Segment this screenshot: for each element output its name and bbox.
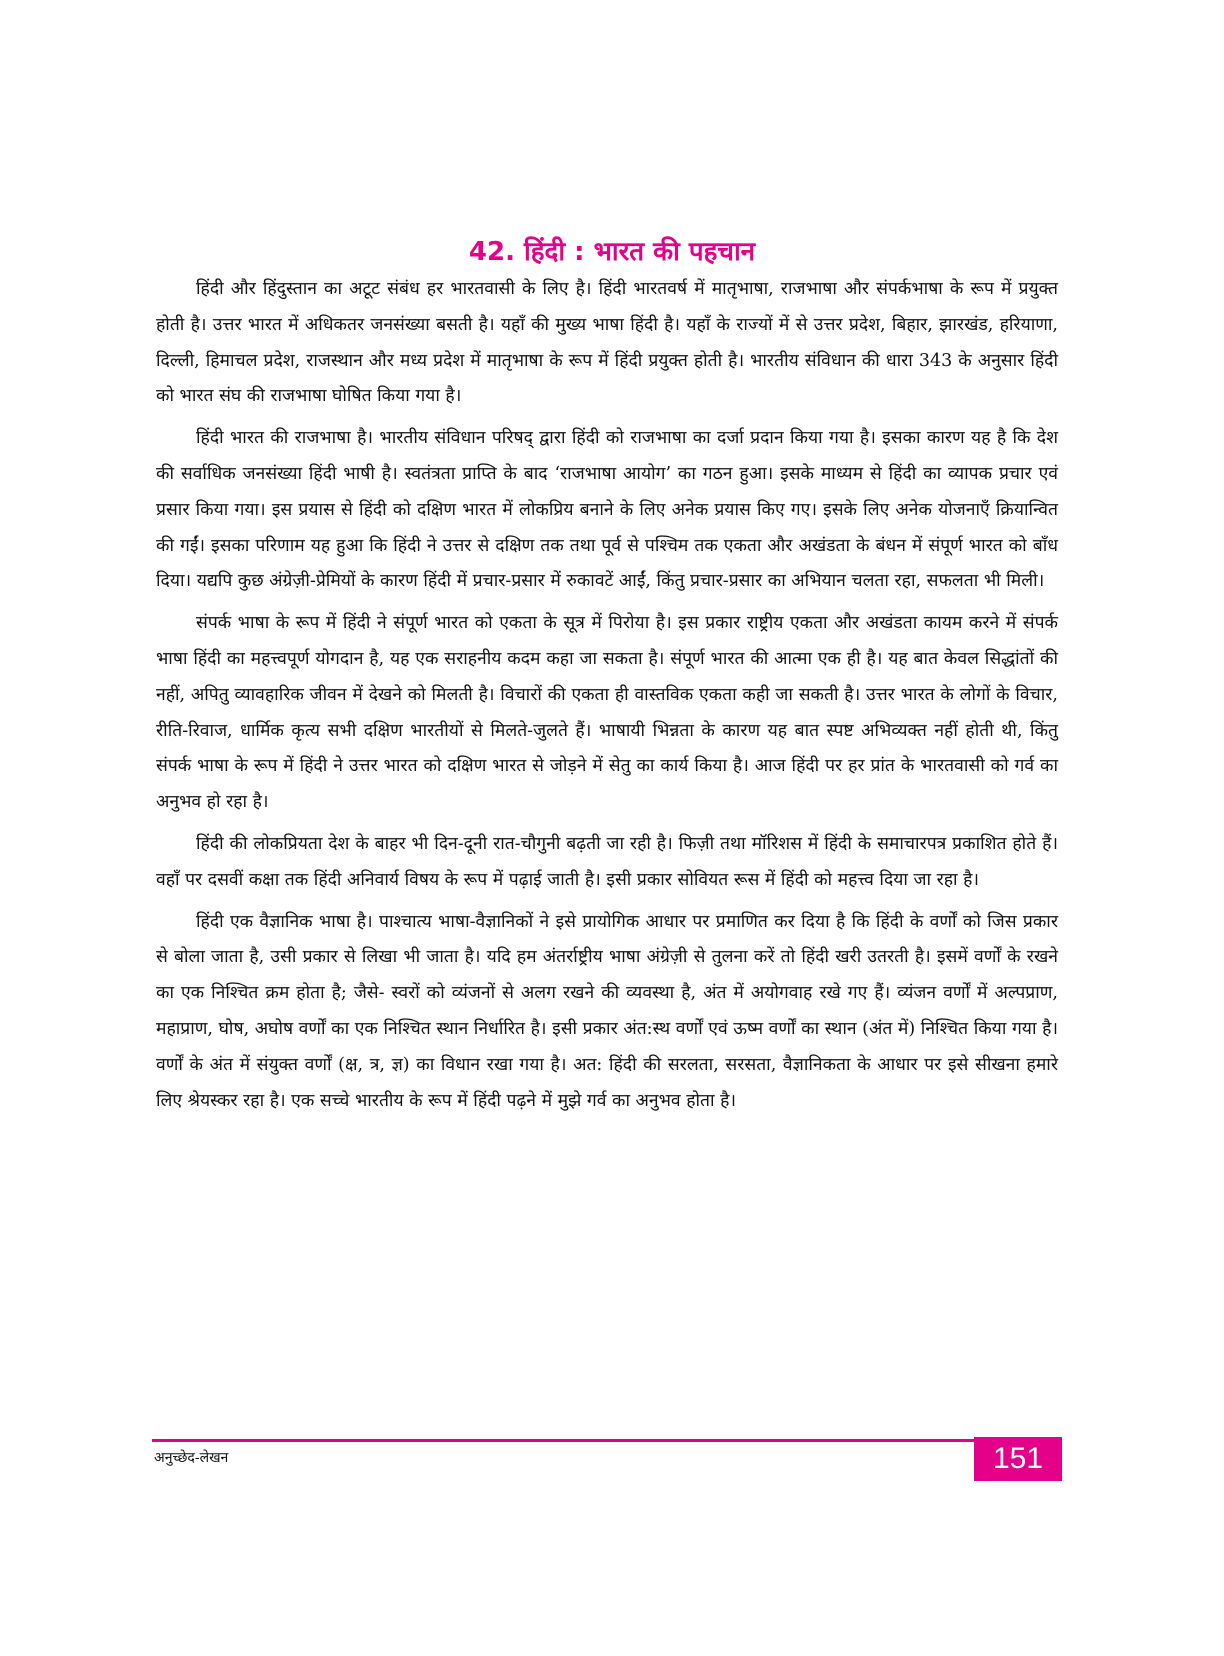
paragraph-2: हिंदी भारत की राजभाषा है। भारतीय संविधान परिषद् द्वारा हिंदी को राजभाषा का दर्जा प्रदान किया गया है। इसका कारण यह है कि देश की सर्वाधिक जनसंख्या हिंदी भाषी है। स्वतंत्रता प्राप्ति के बाद ‘राजभाषा आयोग’ का गठन हुआ। इसके माध्यम से हिंदी का व्यापक प्रचार एवं प्रसार किया गया। इस प्रयास से हिंदी को दक्षिण भारत में लोकप्रिय बनाने के लिए अनेक प्रयास किए गए। इसके लिए अनेक योजनाएँ क्रियान्वित की गईं। इसका परिणाम यह हुआ कि हिंदी ने उत्तर से दक्षिण तक तथा पूर्व से पश्चिम तक एकता और अखंडता के बंधन में संपूर्ण भारत को बाँध दिया। यद्यपि कुछ अंग्रेज़ी-प्रेमियों के कारण हिंदी में प्रचार-प्रसार में रुकावटें आईं, किंतु प्रचार-प्रसार का अभियान चलता रहा, सफलता भी मिली। — [156, 428, 1058, 592]
article-body — [156, 272, 1058, 1125]
footer-section-label: अनुच्छेद-लेखन — [154, 1450, 229, 1466]
page-title: 42. हिंदी : भारत की पहचान — [468, 237, 756, 267]
paragraph-1: हिंदी और हिंदुस्तान का अटूट संबंध हर भारतवासी के लिए है। हिंदी भारतवर्ष में मातृभाषा, राजभाषा और संपर्कभाषा के रूप में प्रयुक्त होती है। उत्तर भारत में अधिकतर जनसंख्या बसती है। यहाँ की मुख्य भाषा हिंदी है। यहाँ के राज्यों में से उत्तर प्रदेश, बिहार, झारखंड, हरियाणा, दिल्ली, हिमाचल प्रदेश, राजस्थान और मध्य प्रदेश में मातृभाषा के रूप में हिंदी प्रयुक्त होती है। भारतीय संविधान की धारा 343 के अनुसार हिंदी को भारत संघ की राजभाषा घोषित किया गया है। — [156, 279, 1058, 407]
paragraph-4: हिंदी की लोकप्रियता देश के बाहर भी दिन-दूनी रात-चौगुनी बढ़ती जा रही है। फिज़ी तथा मॉरिशस में हिंदी के समाचारपत्र प्रकाशित होते हैं। वहाँ पर दसवीं कक्षा तक हिंदी अनिवार्य विषय के रूप में पढ़ाई जाती है। इसी प्रकार सोवियत रूस में हिंदी को महत्त्व दिया जा रहा है। — [156, 833, 1058, 890]
paragraph-5: हिंदी एक वैज्ञानिक भाषा है। पाश्चात्य भाषा-वैज्ञानिकों ने इसे प्रायोगिक आधार पर प्रमाणित कर दिया है कि हिंदी के वर्णों को जिस प्रकार से बोला जाता है, उसी प्रकार से लिखा भी जाता है। यदि हम अंतर्राष्ट्रीय भाषा अंग्रेज़ी से तुलना करें तो हिंदी खरी उतरती है। इसमें वर्णों के रखने का एक निश्चित क्रम होता है; जैसे- स्वरों को व्यंजनों से अलग रखने की व्यवस्था है, अंत में अयोगवाह रखे गए हैं। व्यंजन वर्णों में अल्पप्राण, महाप्राण, घोष, अघोष वर्णों का एक निश्चित स्थान निर्धारित है। इसी प्रकार अंत:स्थ वर्णों एवं ऊष्म वर्णों का स्थान (अंत में) निश्चित किया गया है। वर्णों के अंत में संयुक्त वर्णों (क्ष, त्र, ज्ञ) का विधान रखा गया है। अत: हिंदी की सरलता, सरसता, वैज्ञानिकता के आधार पर इसे सीखना हमारे लिए श्रेयस्कर रहा है। एक सच्चे भारतीय के रूप में हिंदी पढ़ने में मुझे गर्व का अनुभव होता है। — [156, 911, 1058, 1111]
paragraph-3: संपर्क भाषा के रूप में हिंदी ने संपूर्ण भारत को एकता के सूत्र में पिरोया है। इस प्रकार राष्ट्रीय एकता और अखंडता कायम करने में संपर्क भाषा हिंदी का महत्त्वपूर्ण योगदान है, यह एक सराहनीय कदम कहा जा सकता है। संपूर्ण भारत की आत्मा एक ही है। यह बात केवल सिद्धांतों की नहीं, अपितु व्यावहारिक जीवन में देखने को मिलती है। विचारों की एकता ही वास्तविक एकता कही जा सकती है। उत्तर भारत के लोगों के विचार, रीति-रिवाज, धार्मिक कृत्य सभी दक्षिण भारतीयों से मिलते-जुलते हैं। भाषायी भिन्नता के कारण यह बात स्पष्ट अभिव्यक्त नहीं होती थी, किंतु संपर्क भाषा के रूप में हिंदी ने उत्तर भारत को दक्षिण भारत से जोड़ने में सेतु का कार्य किया है। आज हिंदी पर हर प्रांत के भारतवासी को गर्व का अनुभव हो रहा है। — [156, 613, 1058, 813]
page-number-badge: 151 — [974, 1437, 1062, 1481]
footer-divider — [152, 1439, 1062, 1442]
